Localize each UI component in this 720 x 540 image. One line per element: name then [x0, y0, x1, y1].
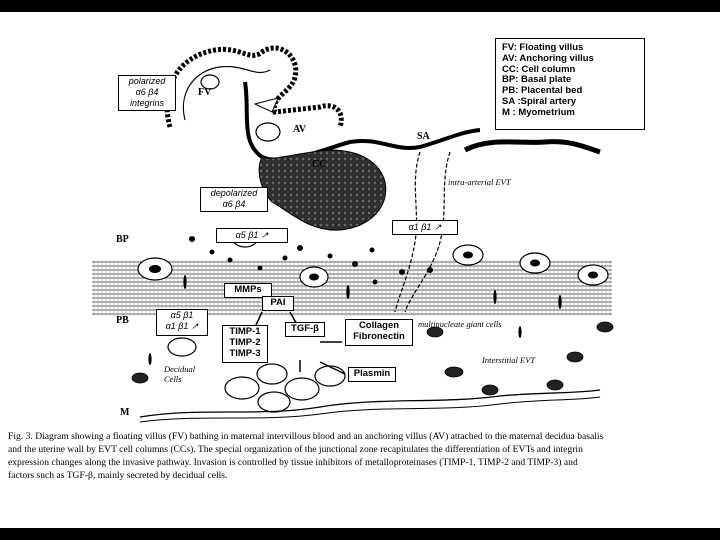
label-av: AV — [293, 124, 307, 135]
box-line: Collagen — [358, 320, 400, 331]
caption-line: and the uterine wall by EVT cell columns (CCs). The special organization of the junctional zone recapitulates the differentiation of EVTs and integrin — [8, 444, 583, 455]
box-line: α1 β1 ↗ — [165, 321, 199, 331]
box-line: depolarized — [210, 188, 258, 198]
spiral-artery-top — [465, 142, 600, 152]
box-line: polarized — [128, 76, 166, 86]
label-fv: FV — [198, 87, 212, 98]
mmps-box: MMPs — [224, 283, 272, 298]
legend-item: AV: Anchoring villus — [502, 52, 594, 64]
floating-villus-outline — [167, 48, 341, 127]
box-line: α6 β4 — [222, 199, 246, 209]
pb-integrins-box — [156, 309, 208, 336]
polarized-integrins-box — [118, 75, 176, 111]
legend-item: FV: Floating villus — [502, 42, 584, 53]
timp-box — [222, 325, 268, 363]
box-line: TIMP-2 — [229, 337, 261, 348]
vessel-shape — [255, 98, 278, 112]
label-m: M — [120, 407, 130, 418]
intra-arterial-evt-label: intra-arterial EVT — [448, 177, 511, 187]
figure-caption — [8, 430, 710, 482]
box-line: α6 β4 — [135, 87, 159, 97]
plasmin-box: Plasmin — [348, 367, 396, 382]
box-line: TIMP-1 — [229, 326, 261, 337]
box-line: integrins — [129, 98, 165, 108]
villus-inner-line — [183, 67, 270, 120]
caption-line: factors such as TGF-β, mainly secreted by decidual cells. — [8, 470, 228, 481]
caption-line: Fig. 3. Diagram showing a floating villus (FV) bathing in maternal intervillous blood and an anchoring villus (AV) attached to the maternal decidua basalis — [8, 431, 604, 442]
collagen-fibronectin-box — [345, 319, 413, 346]
legend-item: BP: Basal plate — [502, 74, 572, 86]
legend-item: PB: Placental bed — [502, 85, 583, 97]
legend-item: SA :Spiral artery — [502, 95, 577, 107]
label-cc: CC — [312, 159, 327, 170]
tgf-beta-box: TGF-β — [285, 322, 325, 337]
annotation-line: Decidual — [164, 364, 196, 374]
legend-item: CC: Cell column — [502, 63, 576, 75]
label-pb: PB — [116, 315, 129, 326]
a1b1-box: α1 β1 ↗ — [392, 220, 458, 235]
legend-item: M : Myometrium — [502, 106, 575, 118]
label-sa: SA — [417, 131, 430, 142]
label-bp: BP — [116, 234, 129, 245]
box-line: Fibronectin — [353, 331, 405, 342]
myometrium-fibers — [140, 390, 600, 417]
caption-line: expression changes along the invasive pathway. Invasion is controlled by tissue inhibitors of metalloproteinases (TIMP-1, TIMP-2 and TIMP-3) and — [8, 457, 578, 468]
depolarized-integrins-box — [200, 187, 268, 212]
box-line: α5 β1 — [170, 310, 194, 320]
box-line: TIMP-3 — [229, 348, 261, 359]
decidual-cells-label — [164, 364, 195, 384]
legend-box — [495, 38, 645, 130]
annotation-line: Cells — [164, 374, 182, 384]
vessel-shape — [256, 123, 280, 141]
myometrium-fibers — [140, 397, 600, 422]
pai-box: PAI — [262, 296, 294, 311]
slide — [0, 12, 720, 528]
interstitial-evt-label: Interstitial EVT — [482, 355, 536, 365]
a5b1-box: α5 β1 ↗ — [216, 228, 288, 243]
giant-cells-label: multinucleate giant cells — [418, 319, 502, 329]
